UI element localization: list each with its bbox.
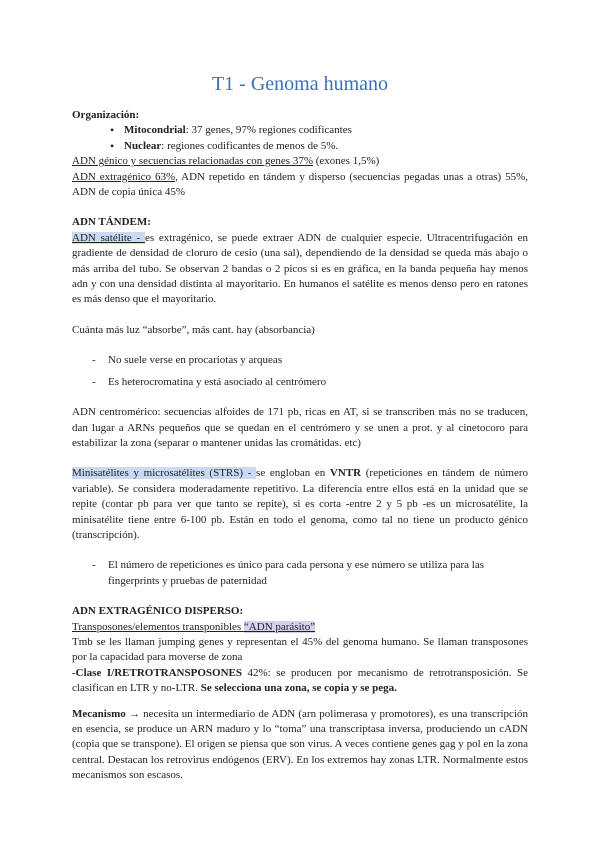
- organizacion-heading: Organización:: [72, 109, 140, 121]
- adn-extragenico-rest: , ADN repetido en tándem y disperso (secuencias pegadas unas a otras) 55%, ADN de copia única 45%: [72, 170, 528, 199]
- jumping-genes-paragraph: Tmb se les llaman jumping genes y representan el 45% del genoma humano. Se llaman transposones por la capacidad para moverse de zona: [72, 635, 528, 664]
- clase-i-paragraph: [72, 666, 528, 697]
- list-item: - Es heterocromatina y está asociado al centrómero: [92, 375, 528, 390]
- mitocondrial-text: : 37 genes, 97% regiones codificantes: [185, 124, 352, 137]
- satelite-label: ADN satélite -: [72, 231, 145, 244]
- absorbancia-line: Cuánta más luz “absorbe”, más cant. hay (absorbancia): [72, 323, 315, 336]
- list-item: - El número de repeticiones es único para cada persona y ese número se utiliza para las fingerprints y pruebas de paternidad: [92, 558, 528, 589]
- list-item: [110, 123, 528, 138]
- minisatelites-pre: se engloban en: [256, 467, 330, 480]
- minisatelites-label: Minisatélites y microsatélites (STRS) -: [72, 467, 257, 480]
- centromerico-paragraph: ADN centromérico: secuencias alfoides de 171 pb, ricas en AT, si se transcriben más no se traducen, dan lugar a ARNs pequeños que se quedan en el centrómero y se unen a prot. y al cinetocoro para estabilizar la zona (separar o mantener unidas las cromátidas. etc): [72, 406, 528, 449]
- clase-i-label: -Clase I/RETROTRANSPOSONES: [72, 666, 242, 679]
- adn-parasito-label: “ADN parásito”: [243, 620, 316, 633]
- mecanismo-label: Mecanismo: [72, 707, 126, 720]
- minisatelites-text: (repeticiones en tándem de número variable). Se considera moderadamente repetitivo. La diferencia entre ellos está en la unidad que se repite (contar pb para ver que tanto se repite), si es corta -entre 2 y 5 pb -es un microsatélite, la minisatélite tiene entre 6-100 pb. Están en todo el genoma, como tal no tiene un producto génico (transcripción).: [72, 467, 528, 541]
- vntr-label: VNTR: [329, 467, 362, 480]
- clase-i-summary: Se selecciona una zona, se copia y se pega.: [200, 682, 397, 695]
- satelite-text: es extragénico, se puede extraer ADN de cualquier especie. Ultracentrifugación en gradiente de densidad de cloruro de cesio (una sal), dependiendo de la densidad se queda más abajo o más arriba del tubo. Se observan 2 bandas o 2 picos si es en gráfica, en la banda pequeña hay menos adn y con una densidad distinta al mayoritario. En humanos el satélite es menos denso pero en ratones es más denso que el mayoritario.: [72, 231, 529, 306]
- transposones-label: Transposones/elementos transponibles: [72, 620, 244, 633]
- adn-genico-rest: (exones 1,5%): [313, 155, 380, 168]
- adn-genico-underlined: ADN génico y secuencias relacionadas con genes 37%: [72, 155, 313, 168]
- transposones-subheading: [72, 620, 528, 635]
- satelite-bullets: [72, 353, 528, 390]
- satelite-paragraph: [72, 231, 528, 308]
- clase-i-text: 42%: se producen por mecanismo de retrotransposición. Se clasifican en LTR y no-LTR.: [72, 666, 528, 695]
- nuclear-label: Nuclear: [124, 139, 162, 152]
- minisatelites-paragraph: [72, 466, 528, 543]
- nuclear-text: : regiones codificantes de menos de 5%.: [161, 139, 339, 152]
- tandem-heading: ADN TÁNDEM:: [72, 216, 151, 229]
- list-item: [110, 139, 528, 154]
- adn-extragenico-line: [72, 170, 528, 201]
- organizacion-list: [72, 123, 528, 154]
- disperso-heading: ADN EXTRAGÉNICO DISPERSO:: [72, 605, 244, 618]
- adn-extragenico-underlined: ADN extragénico 63%: [72, 170, 176, 183]
- mecanismo-text: → necesita un intermediario de ADN (arn polimerasa y promotores), es una transcripción en esencia, se produce un ARN maduro y lo “toma” una transcriptasa inversa, produciendo un cADN (copia que se transpone). El origen se piensa que son virus. A veces contiene genes gag y pol en la zona central. Destacan los retrovirus endógenos (ERV). En los extremos hay zonas LTR. Normalmente estos mecanismos son escasos.: [72, 707, 528, 782]
- page-title: T1 - Genoma humano: [211, 73, 389, 95]
- document-body: [72, 108, 528, 784]
- list-item: - No suele verse en procariotas y arqueas: [92, 353, 528, 368]
- mitocondrial-label: Mitocondrial: [124, 124, 186, 137]
- finger-bullets: [72, 558, 528, 589]
- mecanismo-paragraph: [72, 707, 528, 784]
- adn-genico-line: [72, 154, 528, 169]
